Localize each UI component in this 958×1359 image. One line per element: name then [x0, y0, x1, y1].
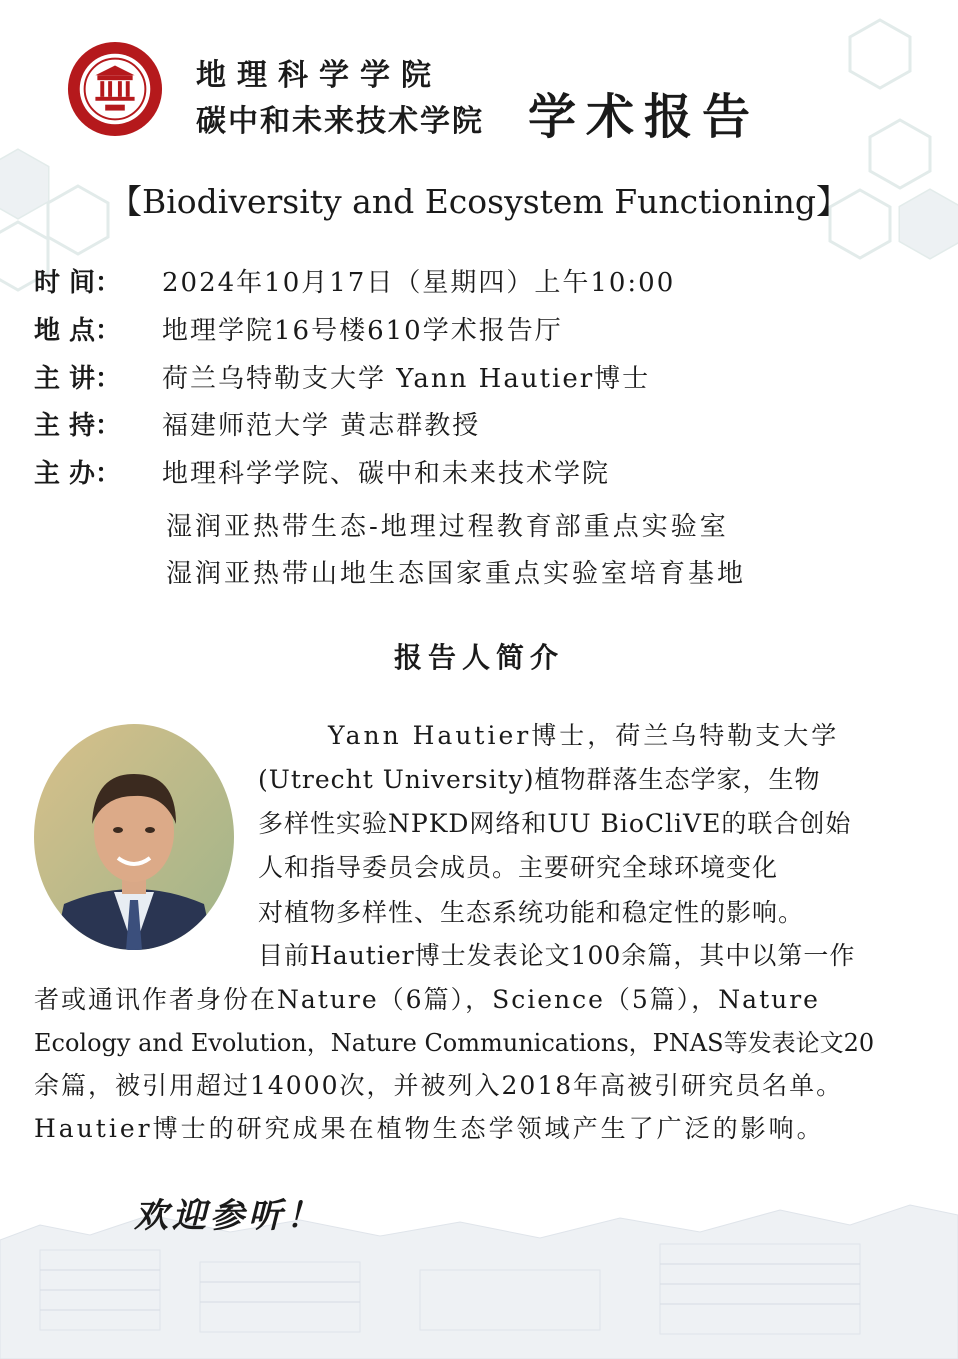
bio-title: 报告人简介 — [393, 641, 564, 674]
info-value: 地理学院16号楼610学术报告厅 — [162, 316, 563, 346]
info-row-location — [34, 311, 563, 351]
bio-line: 人和指导委员会成员。主要研究全球环境变化 — [258, 853, 779, 882]
bio-line: Hautier博士的研究成果在植物生态学领域产生了广泛的影响。 — [34, 1114, 825, 1143]
info-row-speaker — [34, 359, 650, 399]
department-name-1: 地理科学学院 — [196, 58, 442, 93]
bio-line: 多样性实验NPKD网络和UU BioCliVE的联合创始 — [258, 809, 852, 838]
welcome-text: 欢迎参听！ — [134, 1196, 324, 1236]
speaker-photo — [34, 724, 234, 950]
university-logo — [66, 40, 164, 138]
bio-line: 目前Hautier博士发表论文100余篇，其中以第一作 — [258, 941, 856, 970]
bio-line: 余篇，被引用超过14000次，并被列入2018年高被引研究员名单。 — [34, 1071, 844, 1100]
info-row-organizer — [34, 454, 610, 494]
info-value: 地理科学学院、碳中和未来技术学院 — [162, 459, 611, 489]
info-label: 主 办： — [34, 459, 122, 489]
page-heading: 学术报告 — [528, 89, 761, 145]
info-label: 主 讲： — [34, 364, 122, 394]
bio-line: (Utrecht University)植物群落生态学家，生物 — [258, 765, 821, 794]
bio-line: 对植物多样性、生态系统功能和稳定性的影响。 — [258, 898, 805, 927]
bio-line: 者或通讯作者身份在Nature（6篇），Science（5篇），Nature — [34, 985, 820, 1014]
bio-line: Yann Hautier博士，荷兰乌特勒支大学 — [328, 721, 840, 750]
info-label: 时 间： — [34, 268, 122, 298]
info-label: 地 点： — [34, 316, 122, 346]
department-name-2: 碳中和未来技术学院 — [196, 104, 484, 139]
info-row-time — [34, 263, 675, 303]
info-value: 福建师范大学 黄志群教授 — [162, 411, 481, 441]
bio-line: Ecology and Evolution，Nature Communications，PNAS等发表论文20 — [34, 1029, 875, 1057]
info-value: 荷兰乌特勒支大学 Yann Hautier博士 — [162, 364, 651, 394]
lecture-topic: 【Biodiversity and Ecosystem Functioning】 — [108, 182, 849, 221]
info-label: 主 持： — [34, 411, 122, 441]
info-value: 2024年10月17日（星期四）上午10:00 — [162, 268, 676, 298]
organizer-continued: 湿润亚热带山地生态国家重点实验室培育基地 — [166, 559, 747, 589]
organizer-continued: 湿润亚热带生态-地理过程教育部重点实验室 — [166, 512, 729, 542]
info-row-host — [34, 406, 480, 446]
